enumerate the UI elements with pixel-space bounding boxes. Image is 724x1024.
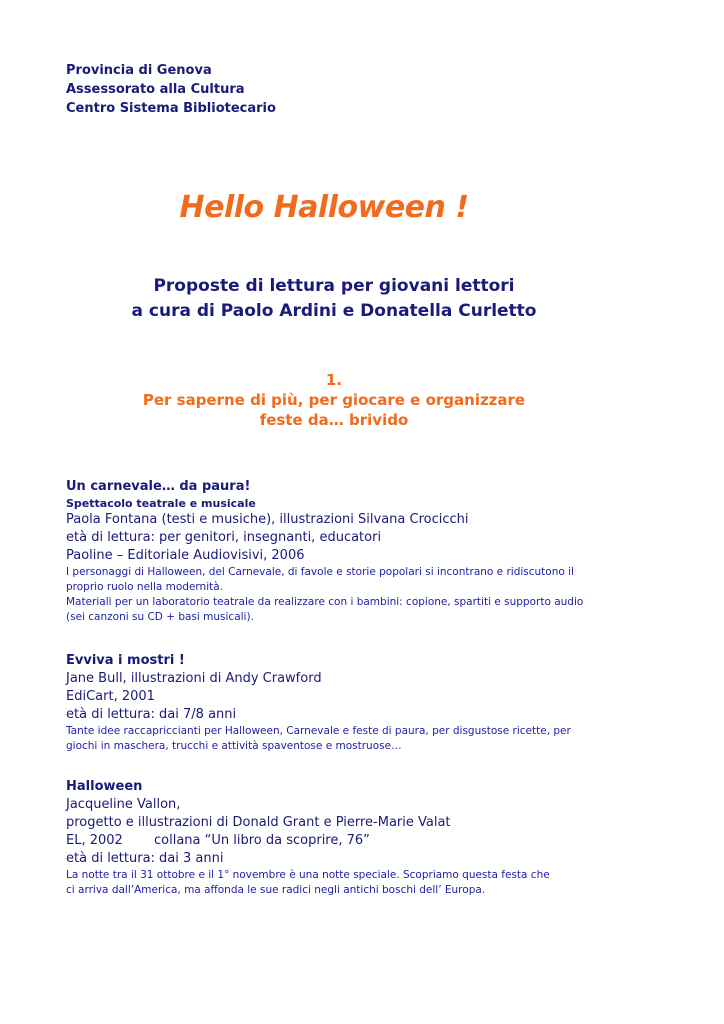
book-publisher: EdiCart, 2001 (66, 689, 155, 704)
book-description (66, 868, 666, 898)
section-heading (0, 370, 668, 430)
description-line: La notte tra il 31 ottobre e il 1° novembre è una notte speciale. Scopriamo questa festa che (66, 869, 550, 881)
book-description (66, 724, 666, 754)
book-authors: Jane Bull, illustrazioni di Andy Crawford (66, 671, 322, 686)
book-title: Halloween (66, 779, 143, 794)
book-entry-carnevale (66, 478, 666, 625)
description-line: Materiali per un laboratorio teatrale da realizzare con i bambini: copione, spartiti e supporto audio (66, 596, 584, 608)
institution-header (66, 61, 276, 118)
subtitle-line-1: Proposte di lettura per giovani lettori (153, 276, 515, 296)
description-line: Tante idee raccapriccianti per Halloween, Carnevale e feste di paura, per disgustose ricette, per (66, 725, 571, 737)
section-number: 1. (325, 371, 343, 389)
book-age: età di lettura: per genitori, insegnanti, educatori (66, 530, 382, 545)
book-age: età di lettura: dai 7/8 anni (66, 707, 237, 722)
section-title-line-2: feste da… brivido (259, 411, 409, 429)
book-author: Jacqueline Vallon, (66, 797, 181, 812)
book-subtitle: Spettacolo teatrale e musicale (66, 497, 256, 510)
page-subtitle (0, 274, 668, 324)
book-title: Un carnevale… da paura! (66, 479, 251, 494)
description-line: I personaggi di Halloween, del Carnevale, di favole e storie popolari si incontrano e ridiscutono il (66, 566, 574, 578)
section-title-line-1: Per saperne di più, per giocare e organizzare (142, 391, 526, 409)
page-title: Hello Halloween ! (179, 190, 469, 225)
book-publisher-line (66, 832, 666, 850)
description-line: ci arriva dall’America, ma affonda le sue radici negli antichi boschi dell’ Europa. (66, 884, 486, 896)
book-entry-halloween (66, 778, 666, 898)
book-description (66, 565, 666, 625)
book-series: collana “Un libro da scoprire, 76” (154, 833, 370, 848)
book-publisher: Paoline – Editoriale Audiovisivi, 2006 (66, 548, 305, 563)
book-entry-evviva-i-mostri (66, 652, 666, 754)
book-publisher: EL, 2002 (66, 833, 123, 848)
book-illustrators: progetto e illustrazioni di Donald Grant e Pierre-Marie Valat (66, 815, 451, 830)
subtitle-line-2: a cura di Paolo Ardini e Donatella Curletto (131, 301, 537, 321)
book-title: Evviva i mostri ! (66, 653, 185, 668)
description-line: giochi in maschera, trucchi e attività spaventose e mostruose… (66, 740, 402, 752)
header-department: Assessorato alla Cultura (66, 82, 245, 97)
description-line: (sei canzoni su CD + basi musicali). (66, 611, 254, 623)
header-province: Provincia di Genova (66, 63, 212, 78)
description-line: proprio ruolo nella modernità. (66, 581, 224, 593)
book-authors: Paola Fontana (testi e musiche), illustrazioni Silvana Crocicchi (66, 512, 469, 527)
book-age: età di lettura: dai 3 anni (66, 851, 224, 866)
header-library-system: Centro Sistema Bibliotecario (66, 101, 276, 116)
